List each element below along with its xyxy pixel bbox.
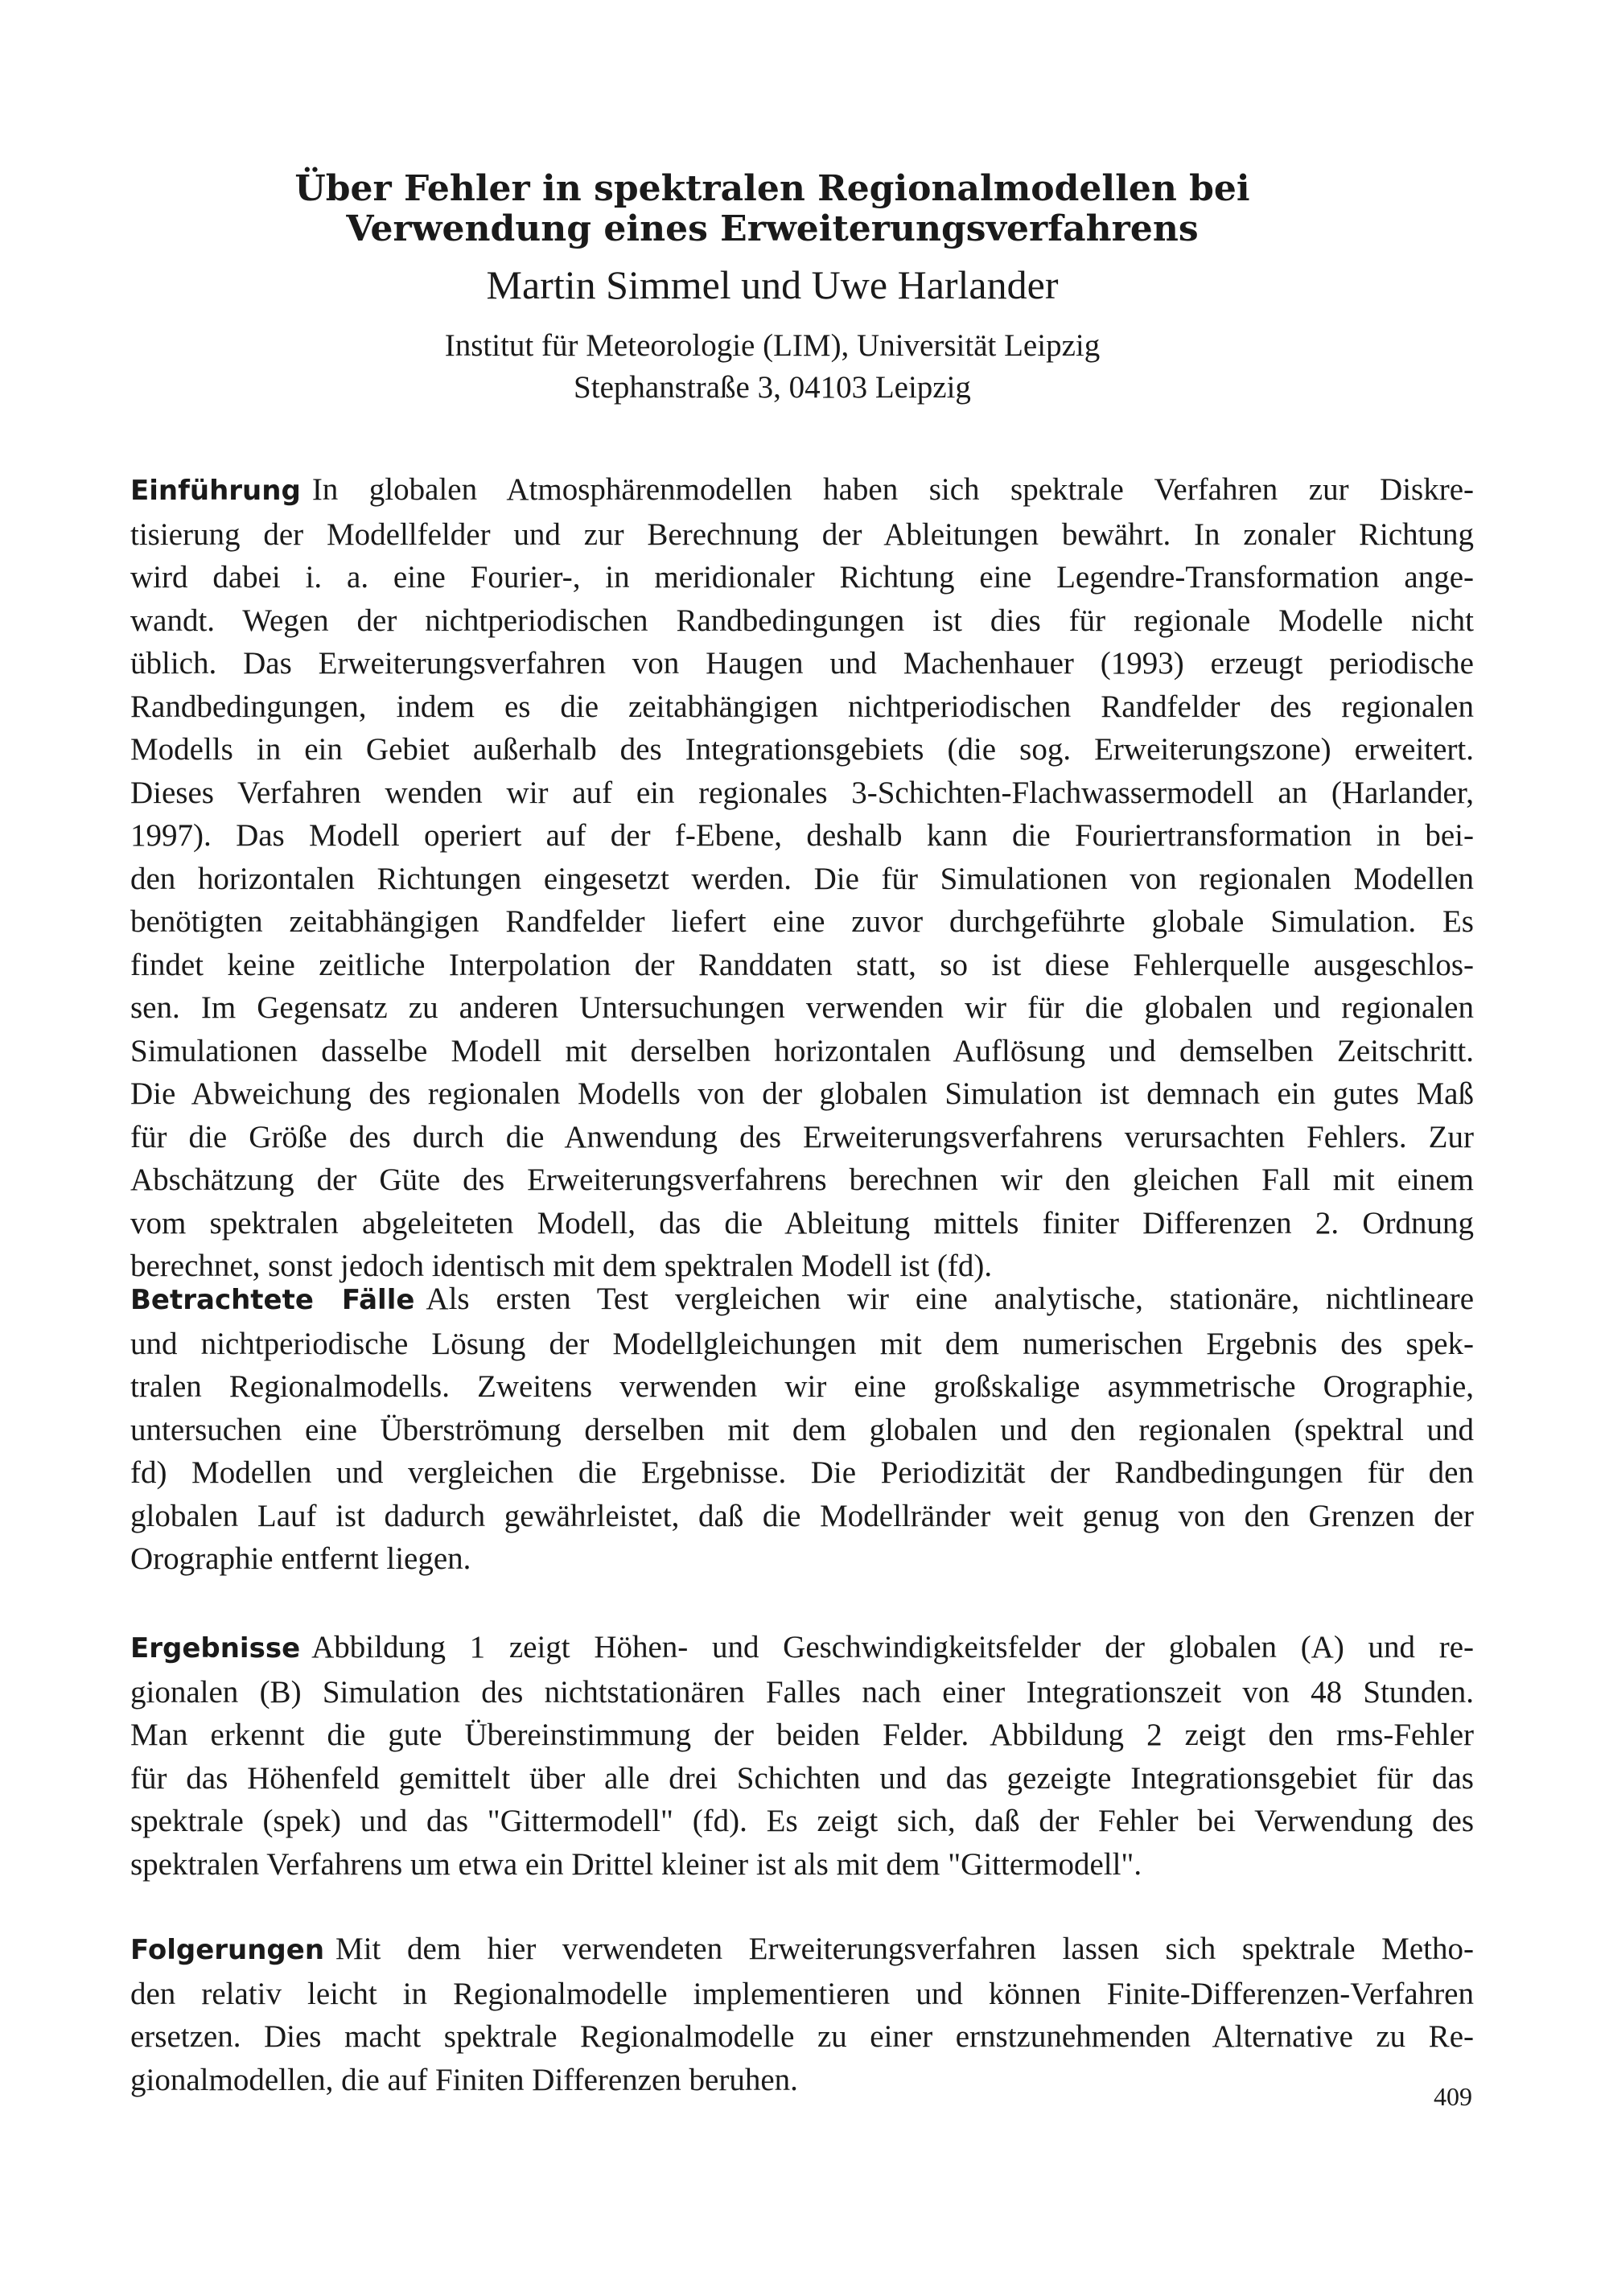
paragraph-line: für das Höhenfeld gemittelt über alle drei Schichten und das gezeigte Integrationsgebiet für das [130, 1760, 1474, 1796]
section-heading: Betrachtete Fälle [130, 1284, 415, 1316]
paragraph-line: Betrachtete Fälle Als ersten Test vergleichen wir eine analytische, stationäre, nichtlineare [130, 1282, 1475, 1316]
section-ergebnisse [130, 1626, 1474, 1886]
paragraph-line: Man erkennt die gute Übereinstimmung der beiden Felder. Abbildung 2 zeigt den rms-Fehler [130, 1718, 1474, 1752]
paragraph-line: Dieses Verfahren wenden wir auf ein regionales 3-Schichten-Flachwassermodell an (Harlander, [130, 775, 1474, 810]
paragraph-line: Die Abweichung des regionalen Modells von der globalen Simulation ist demnach ein gutes Maß [130, 1076, 1474, 1111]
paragraph-line: vom spektralen abgeleiteten Modell, das die Ableitung mittels finiter Differenzen 2. Ordnung [130, 1205, 1474, 1241]
paragraph-line: für die Größe des durch die Anwendung des Erweiterungsverfahrens verursachten Fehlers. Zur [130, 1119, 1474, 1154]
paragraph-line: Orographie entfernt liegen. [130, 1541, 471, 1576]
affiliation-line-2: Stephanstraße 3, 04103 Leipzig [574, 370, 971, 405]
paragraph-line: berechnet, sonst jedoch identisch mit dem spektralen Modell ist (fd). [130, 1249, 993, 1283]
paragraph-line: Abschätzung der Güte des Erweiterungsverfahrens berechnen wir den gleichen Fall mit einem [130, 1162, 1474, 1197]
paragraph-line: wird dabei i. a. eine Fourier-, in meridionaler Richtung eine Legendre-Transformation ange- [130, 560, 1474, 595]
authors: Martin Simmel und Uwe Harlander [486, 262, 1059, 307]
paragraph-line: Ergebnisse Abbildung 1 zeigt Höhen- und Geschwindigkeitsfelder der globalen (A) und re- [130, 1630, 1474, 1664]
paragraph-line: fd) Modellen und vergleichen die Ergebnisse. Die Periodizität der Randbedingungen für den [130, 1455, 1474, 1490]
paragraph-line: gionalen (B) Simulation des nichtstationären Falles nach einer Integrationszeit von 48 Stunden. [130, 1674, 1474, 1710]
paragraph-line: den horizontalen Richtungen eingesetzt werden. Die für Simulationen von regionalen Modellen [130, 861, 1474, 896]
paragraph-line: ersetzen. Dies macht spektrale Regionalmodelle zu einer ernstzunehmenden Alternative zu Re- [130, 2019, 1474, 2054]
paragraph-line: Folgerungen Mit dem hier verwendeten Erweiterungsverfahren lassen sich spektrale Metho- [130, 1932, 1474, 1966]
paragraph-line: tralen Regionalmodells. Zweitens verwenden wir eine großskalige asymmetrische Orographie, [130, 1369, 1474, 1404]
paragraph-line: und nichtperiodische Lösung der Modellgleichungen mit dem numerischen Ergebnis des spek- [130, 1326, 1474, 1361]
title-block [129, 169, 1416, 409]
paragraph-line: untersuchen eine Überströmung derselben mit dem globalen und den regionalen (spektral und [130, 1412, 1474, 1447]
affiliation-line-1: Institut für Meteorologie (LIM), Universität Leipzig [444, 328, 1101, 363]
paragraph-line: den relativ leicht in Regionalmodelle implementieren und können Finite-Differenzen-Verfahren [130, 1976, 1474, 2011]
page-number: 409 [1434, 2082, 1472, 2111]
section-einfuehrung [130, 468, 1474, 1288]
paragraph-line: Modells in ein Gebiet außerhalb des Integrationsgebiets (die sog. Erweiterungszone) erweitert. [130, 732, 1474, 767]
paper-title-line-2: Verwendung eines Erweiterungsverfahrens [346, 208, 1199, 249]
paragraph-line: spektrale (spek) und das "Gittermodell" (fd). Es zeigt sich, daß der Fehler bei Verwendung des [130, 1804, 1474, 1838]
paragraph-line: globalen Lauf ist dadurch gewährleistet, daß die Modellränder weit genug von den Grenzen der [130, 1498, 1474, 1533]
paragraph-line: tisierung der Modellfelder und zur Berechnung der Ableitungen bewährt. In zonaler Richtung [130, 516, 1474, 552]
paragraph-line: 1997). Das Modell operiert auf der f-Ebene, deshalb kann die Fouriertransformation in bei- [130, 818, 1474, 853]
section-heading: Ergebnisse [130, 1632, 301, 1664]
section-betrachtete-faelle [130, 1278, 1474, 1581]
paragraph-line: üblich. Das Erweiterungsverfahren von Haugen und Machenhauer (1993) erzeugt periodische [130, 646, 1474, 681]
section-heading: Folgerungen [130, 1934, 325, 1966]
paragraph-line: Einführung In globalen Atmosphärenmodellen haben sich spektrale Verfahren zur Diskre- [130, 472, 1474, 507]
paper-title-line-1: Über Fehler in spektralen Regionalmodellen bei [294, 168, 1250, 209]
paragraph-line: spektralen Verfahrens um etwa ein Drittel kleiner ist als mit dem "Gittermodell". [130, 1846, 1142, 1882]
paragraph-line: findet keine zeitliche Interpolation der Randdaten statt, so ist diese Fehlerquelle ausgeschlos- [130, 947, 1474, 982]
paragraph-line: benötigten zeitabhängigen Randfelder liefert eine zuvor durchgeführte globale Simulation. Es [130, 904, 1474, 939]
paragraph-line: gionalmodellen, die auf Finiten Differenzen beruhen. [130, 2062, 798, 2097]
paragraph-line: wandt. Wegen der nichtperiodischen Randbedingungen ist dies für regionale Modelle nicht [130, 603, 1474, 638]
section-folgerungen [130, 1928, 1474, 2101]
paragraph-line: Simulationen dasselbe Modell mit derselben horizontalen Auflösung und demselben Zeitschritt. [130, 1033, 1474, 1068]
paragraph-line: sen. Im Gegensatz zu anderen Untersuchungen verwenden wir für die globalen und regionalen [130, 990, 1474, 1025]
paragraph-line: Randbedingungen, indem es die zeitabhängigen nichtperiodischen Randfelder des regionalen [130, 689, 1474, 724]
section-heading: Einführung [130, 475, 301, 507]
